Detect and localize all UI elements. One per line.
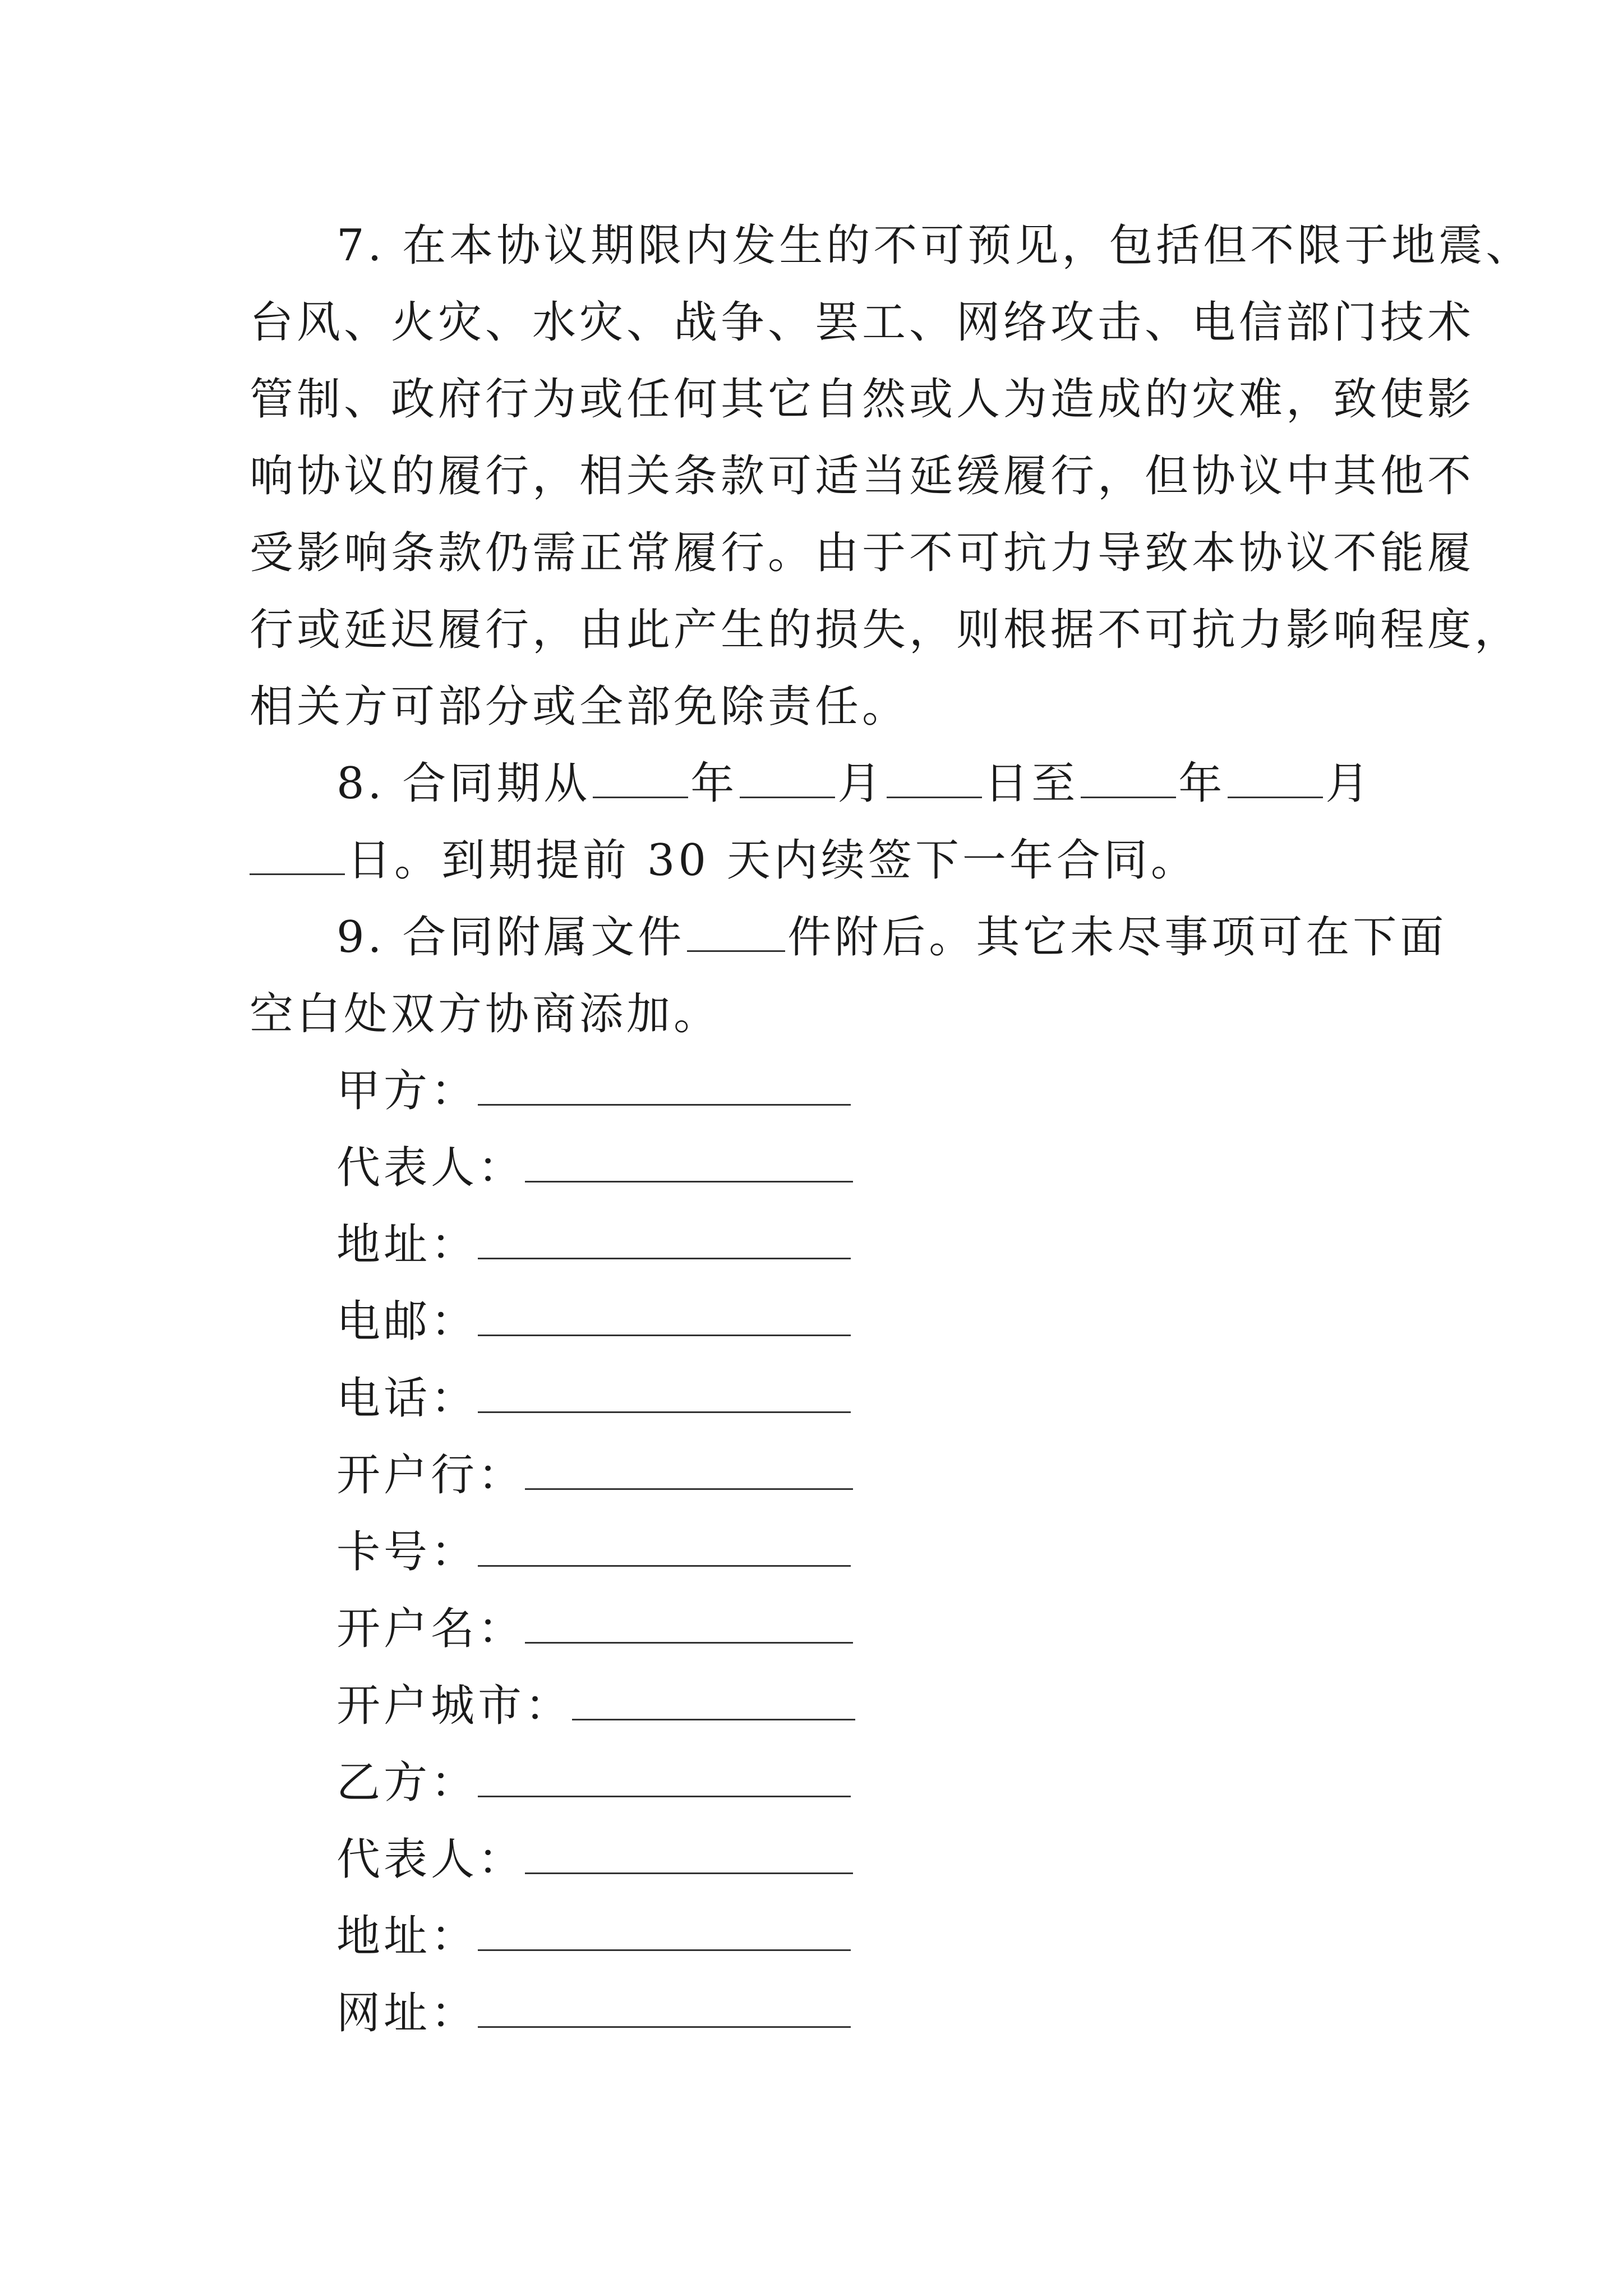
start-month-blank[interactable] [740, 762, 835, 798]
party-a-field-party [336, 1060, 851, 1122]
party-a-city-label: 开户城市： [336, 1681, 573, 1731]
party-b-website-input[interactable] [478, 1990, 851, 2028]
party-a-email-input[interactable] [478, 1299, 851, 1336]
start-year-blank[interactable] [593, 762, 688, 798]
party-b-field-website [336, 1982, 851, 2044]
clause9-line-1 [336, 907, 1447, 968]
clause8-year-2: 年 [1178, 758, 1226, 809]
party-a-input[interactable] [478, 1068, 851, 1106]
party-a-address-label: 地址： [336, 1220, 478, 1270]
party-a-field-account-name [336, 1598, 853, 1660]
attachment-count-blank[interactable] [687, 915, 785, 952]
clause8-day-to: 日至 [984, 758, 1079, 809]
party-b-address-label: 地址： [336, 1911, 478, 1962]
party-a-label: 甲方： [336, 1066, 478, 1116]
party-a-field-bank [336, 1444, 853, 1506]
clause9-line-2: 空白处双方协商添加。 [250, 989, 721, 1039]
party-a-field-representative [336, 1137, 853, 1199]
party-a-card-input[interactable] [478, 1529, 851, 1567]
party-b-field-address [336, 1906, 851, 1967]
party-b-field-representative [336, 1829, 853, 1890]
clause8-prefix: 8. 合同期从 [336, 758, 591, 809]
party-a-address-input[interactable] [478, 1222, 851, 1259]
start-day-blank[interactable] [887, 762, 982, 798]
party-a-representative-input[interactable] [525, 1145, 853, 1182]
clause7-line-4: 响协议的履行，相关条款可适当延缓履行，但协议中其他不 [250, 451, 1475, 501]
party-a-card-label: 卡号： [336, 1527, 478, 1577]
party-a-account-name-label: 开户名： [336, 1604, 525, 1654]
clause7-line-6: 行或延迟履行，由此产生的损失，则根据不可抗力影响程度， [250, 605, 1522, 655]
party-b-field-party [336, 1752, 851, 1814]
party-b-address-input[interactable] [478, 1913, 851, 1951]
clause8-month-1: 月 [837, 758, 885, 809]
party-a-field-email [336, 1291, 851, 1352]
party-a-account-name-input[interactable] [525, 1606, 853, 1644]
party-a-phone-input[interactable] [478, 1375, 851, 1413]
party-b-website-label: 网址： [336, 1988, 478, 2039]
party-b-label: 乙方： [336, 1757, 478, 1808]
clause8-line-1 [336, 753, 1372, 815]
party-a-field-city [336, 1675, 855, 1737]
party-b-representative-label: 代表人： [336, 1834, 525, 1885]
party-a-email-label: 电邮： [336, 1296, 478, 1347]
party-a-bank-input[interactable] [525, 1452, 853, 1490]
clause7-line-7: 相关方可部分或全部免除责任。 [250, 682, 910, 732]
clause7-line-5: 受影响条款仍需正常履行。由于不可抗力导致本协议不能履 [250, 528, 1475, 578]
end-year-blank[interactable] [1081, 762, 1176, 798]
end-day-blank[interactable] [250, 839, 345, 875]
party-a-field-address [336, 1214, 851, 1276]
clause7-line-1: 7. 在本协议期限内发生的不可预见，包括但不限于地震、 [336, 220, 1533, 271]
clause9-suffix: 件附后。其它未尽事项可在下面 [787, 912, 1447, 963]
party-a-field-phone [336, 1368, 851, 1429]
clause7-line-3: 管制、政府行为或任何其它自然或人为造成的灾难，致使影 [250, 374, 1475, 425]
clause8-line-2 [250, 830, 1198, 891]
clause9-prefix: 9. 合同附属文件 [336, 912, 685, 963]
clause8-tail: 日。到期提前 30 天内续签下一年合同。 [347, 835, 1198, 886]
party-a-bank-label: 开户行： [336, 1450, 525, 1501]
party-a-phone-label: 电话： [336, 1373, 478, 1424]
party-a-representative-label: 代表人： [336, 1143, 525, 1193]
party-b-input[interactable] [478, 1760, 851, 1797]
party-a-city-input[interactable] [572, 1683, 855, 1720]
clause7-line-2: 台风、火灾、水灾、战争、罢工、网络攻击、电信部门技术 [250, 297, 1475, 348]
clause8-year-1: 年 [690, 758, 738, 809]
end-month-blank[interactable] [1228, 762, 1323, 798]
party-a-field-card [336, 1521, 851, 1583]
party-b-representative-input[interactable] [525, 1837, 853, 1874]
clause8-month-2: 月 [1325, 758, 1373, 809]
